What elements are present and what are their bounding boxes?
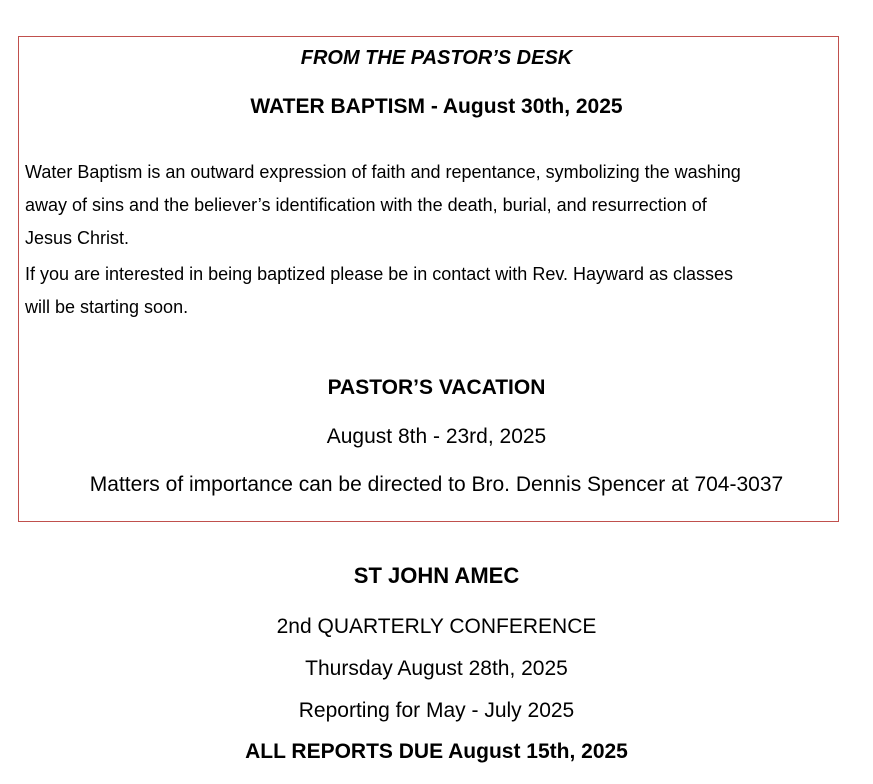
church-name: ST JOHN AMEC [353, 563, 520, 588]
baptism-description-line: Jesus Christ. [25, 228, 130, 248]
conference-date: Thursday August 28th, 2025 [305, 657, 568, 680]
baptism-contact-note [25, 258, 733, 324]
pastors-vacation-contact: Matters of importance can be directed to Bro. Dennis Spencer at 704-3037 [89, 473, 784, 496]
reports-due-notice: ALL REPORTS DUE August 15th, 2025 [245, 740, 628, 763]
baptism-contact-line: If you are interested in being baptized please be in contact with Rev. Hayward as classes [25, 264, 734, 284]
pastors-vacation-title: PASTOR’S VACATION [327, 376, 546, 399]
reporting-period: Reporting for May - July 2025 [298, 699, 575, 722]
baptism-description-line: Water Baptism is an outward expression of faith and repentance, symbolizing the washing [25, 162, 741, 182]
baptism-description-line: away of sins and the believer’s identification with the death, burial, and resurrection of [25, 195, 707, 215]
baptism-description [25, 156, 741, 255]
pastors-vacation-dates: August 8th - 23rd, 2025 [326, 425, 547, 448]
conference-title: 2nd QUARTERLY CONFERENCE [276, 615, 597, 638]
pastors-desk-heading: FROM THE PASTOR’S DESK [300, 47, 573, 69]
water-baptism-title: WATER BAPTISM - August 30th, 2025 [250, 95, 623, 118]
baptism-contact-line: will be starting soon. [25, 297, 189, 317]
